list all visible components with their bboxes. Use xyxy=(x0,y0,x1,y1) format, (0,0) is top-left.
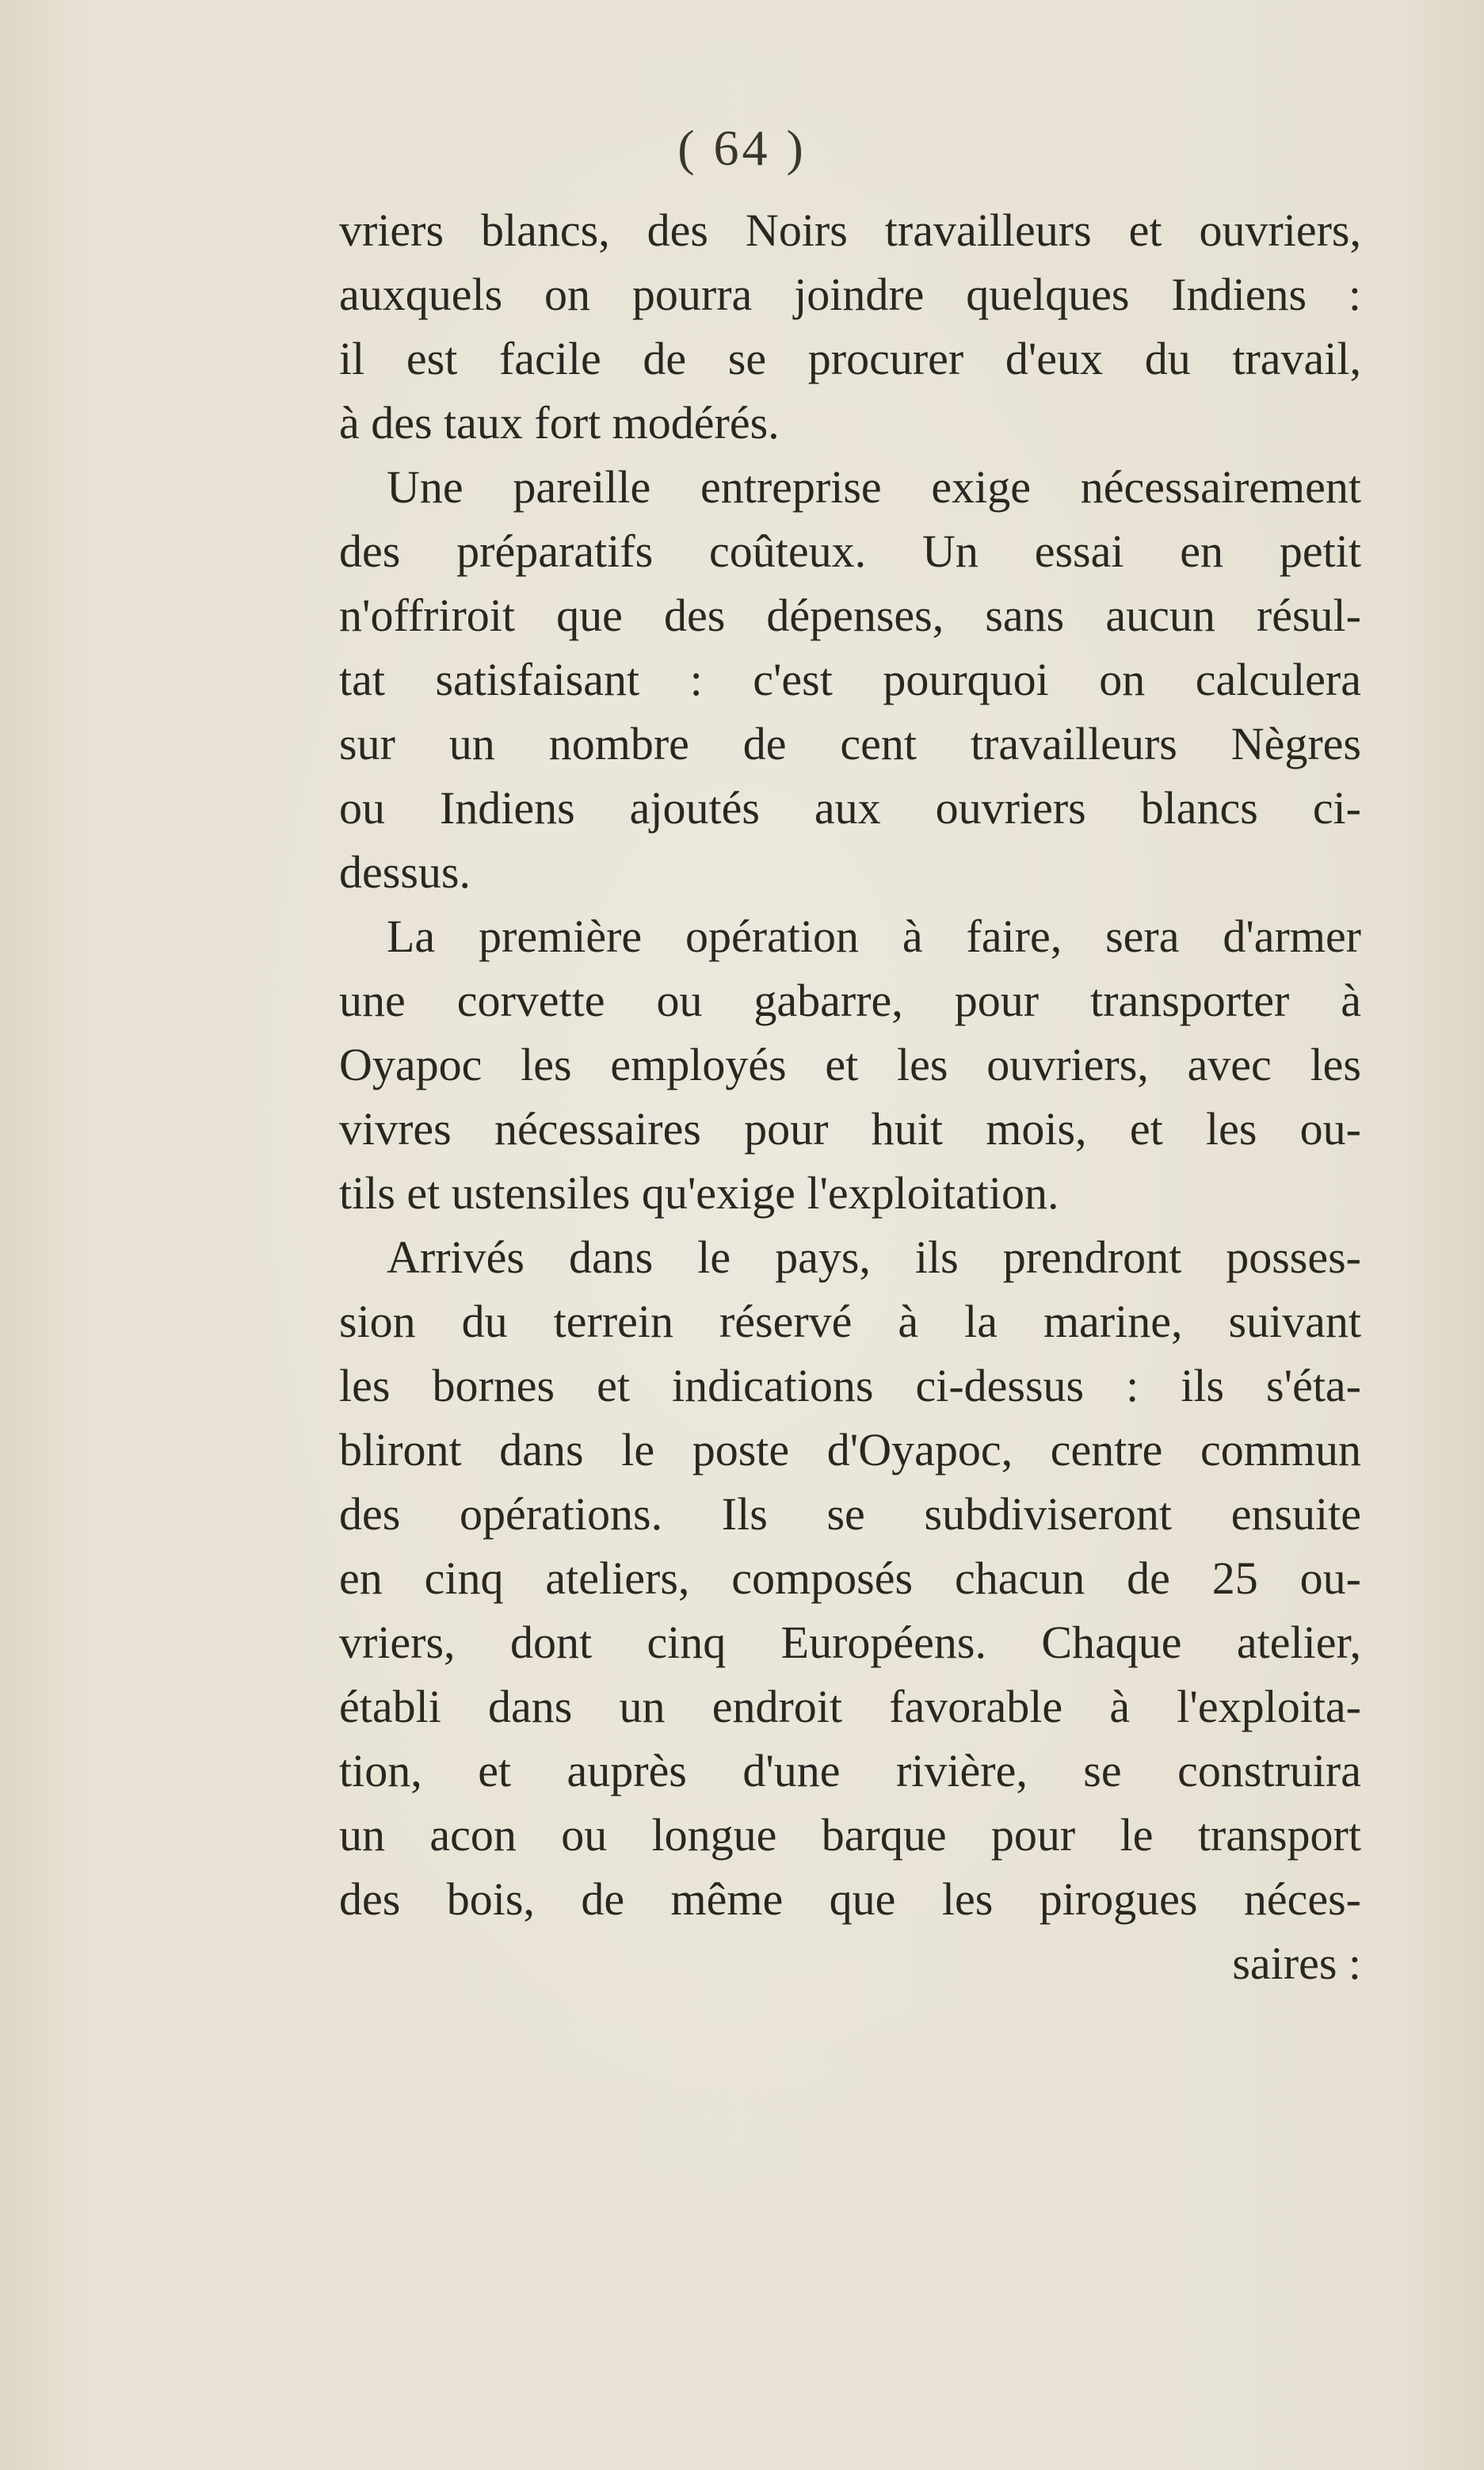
text-line: établi dans un endroit favorable à l'exploita- xyxy=(339,1681,1361,1732)
paragraph-start-line: Une pareille entreprise exige nécessairement xyxy=(387,461,1361,513)
text-line: ou Indiens ajoutés aux ouvriers blancs ci- xyxy=(339,782,1361,834)
text-line: tion, et auprès d'une rivière, se construira xyxy=(339,1745,1361,1796)
text-line: dessus. xyxy=(339,846,471,898)
text-line: des bois, de même que les pirogues néces- xyxy=(339,1873,1361,1925)
catchword: saires : xyxy=(1232,1937,1361,1989)
text-line: une corvette ou gabarre, pour transporter à xyxy=(339,975,1361,1026)
text-line: les bornes et indications ci-dessus : ils s'éta- xyxy=(339,1360,1361,1411)
text-line: en cinq ateliers, composés chacun de 25 ou- xyxy=(339,1552,1361,1604)
page-number: ( 64 ) xyxy=(677,120,807,176)
text-line: des opérations. Ils se subdiviseront ensuite xyxy=(339,1488,1361,1540)
text-line: n'offriroit que des dépenses, sans aucun résul- xyxy=(339,590,1361,641)
text-line: bliront dans le poste d'Oyapoc, centre commun xyxy=(339,1424,1361,1476)
body-text xyxy=(339,198,1361,1995)
text-line: il est facile de se procurer d'eux du travail, xyxy=(339,333,1361,384)
text-line: vriers blancs, des Noirs travailleurs et ouvriers, xyxy=(339,204,1361,256)
text-line: vriers, dont cinq Européens. Chaque atelier, xyxy=(339,1617,1361,1668)
paragraph-start-line: La première opération à faire, sera d'armer xyxy=(387,911,1361,962)
text-line: un acon ou longue barque pour le transport xyxy=(339,1809,1361,1861)
text-line: sur un nombre de cent travailleurs Nègres xyxy=(339,718,1361,769)
paragraph-start-line: Arrivés dans le pays, ils prendront posses- xyxy=(387,1231,1361,1283)
text-line: Oyapoc les employés et les ouvriers, avec les xyxy=(339,1039,1361,1090)
text-line: des préparatifs coûteux. Un essai en petit xyxy=(339,525,1361,577)
text-line: tat satisfaisant : c'est pourquoi on calculera xyxy=(339,654,1361,705)
text-line: auxquels on pourra joindre quelques Indiens : xyxy=(339,269,1361,320)
text-line: vivres nécessaires pour huit mois, et les ou- xyxy=(339,1103,1361,1155)
text-line: tils et ustensiles qu'exige l'exploitation. xyxy=(339,1167,1059,1219)
text-line: sion du terrein réservé à la marine, suivant xyxy=(339,1296,1361,1347)
text-line: à des taux fort modérés. xyxy=(339,397,780,449)
